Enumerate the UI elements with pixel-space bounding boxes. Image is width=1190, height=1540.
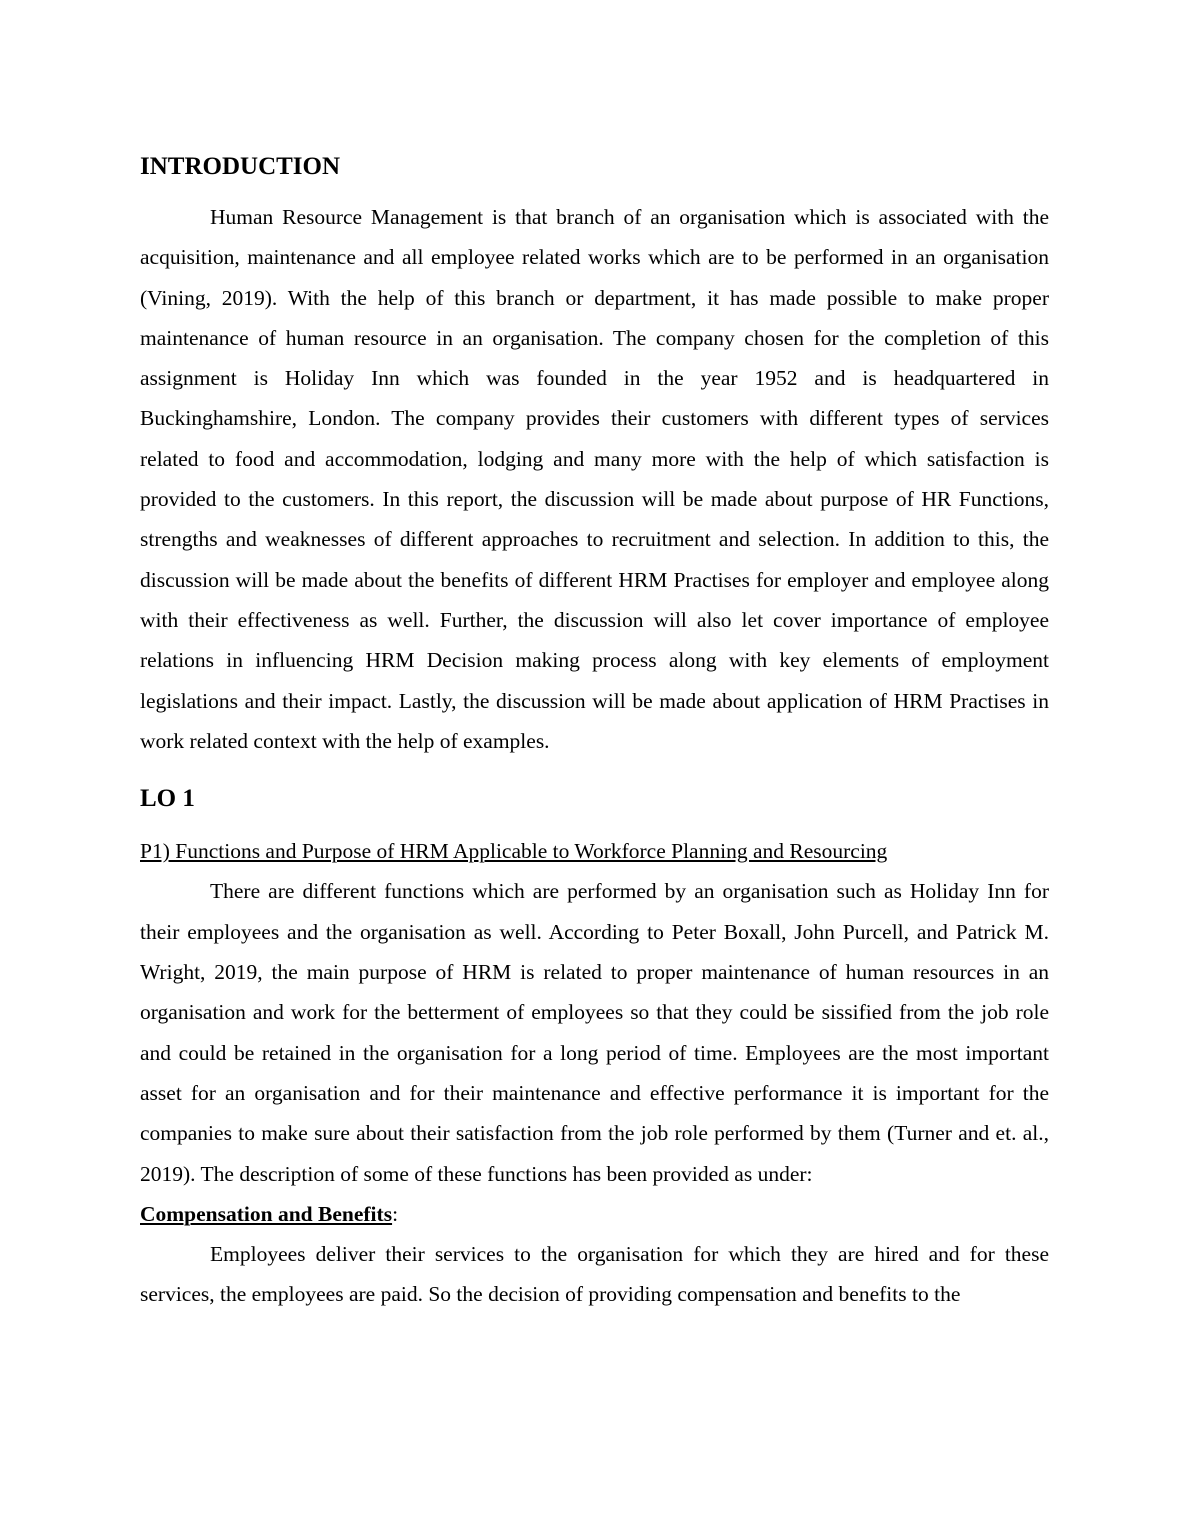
p1-subheading: P1) Functions and Purpose of HRM Applicable to Workforce Planning and Resourcing [140,839,888,864]
introduction-heading: INTRODUCTION [140,153,341,180]
document-page [140,149,1049,1315]
compensation-benefits-heading [140,1194,1049,1234]
introduction-paragraph: Human Resource Management is that branch of an organisation which is associated with the acquisition, maintenance and all employee related works which are to be performed in an organisation (Vining, 2019). With the help of this branch or department, it has made possible to make proper maintenance of human resource in an organisation. The company chosen for the completion of this assignment is Holiday Inn which was founded in the year 1952 and is headquartered in Buckinghamshire, London. The company provides their customers with different types of services related to food and accommodation, lodging and many more with the help of which satisfaction is provided to the customers. In this report, the discussion will be made about purpose of HR Functions, strengths and weaknesses of different approaches to recruitment and selection. In addition to this, the discussion will be made about the benefits of different HRM Practises for employer and employee along with their effectiveness as well. Further, the discussion will also let cover importance of employee relations in influencing HRM Decision making process along with key elements of employment legislations and their impact. Lastly, the discussion will be made about application of HRM Practises in work related context with the help of examples. [140,205,1049,753]
lo1-heading: LO 1 [140,785,195,813]
compensation-benefits-colon: : [392,1201,399,1226]
compensation-benefits-title: Compensation and Benefits [140,1201,393,1226]
compensation-benefits-paragraph: Employees deliver their services to the organisation for which they are hired and for these services, the employees are paid. So the decision of providing compensation and benefits to the [140,1242,1049,1307]
p1-paragraph: There are different functions which are performed by an organisation such as Holiday Inn for their employees and the organisation as well. According to Peter Boxall, John Purcell, and Patrick M. Wright, 2019, the main purpose of HRM is related to proper maintenance of human resources in an organisation and work for the betterment of employees so that they could be sissified from the job role and could be retained in the organisation for a long period of time. Employees are the most important asset for an organisation and for their maintenance and effective performance it is important for the companies to make sure about their satisfaction from the job role performed by them (Turner and et. al., 2019). The description of some of these functions has been provided as under: [140,879,1049,1186]
